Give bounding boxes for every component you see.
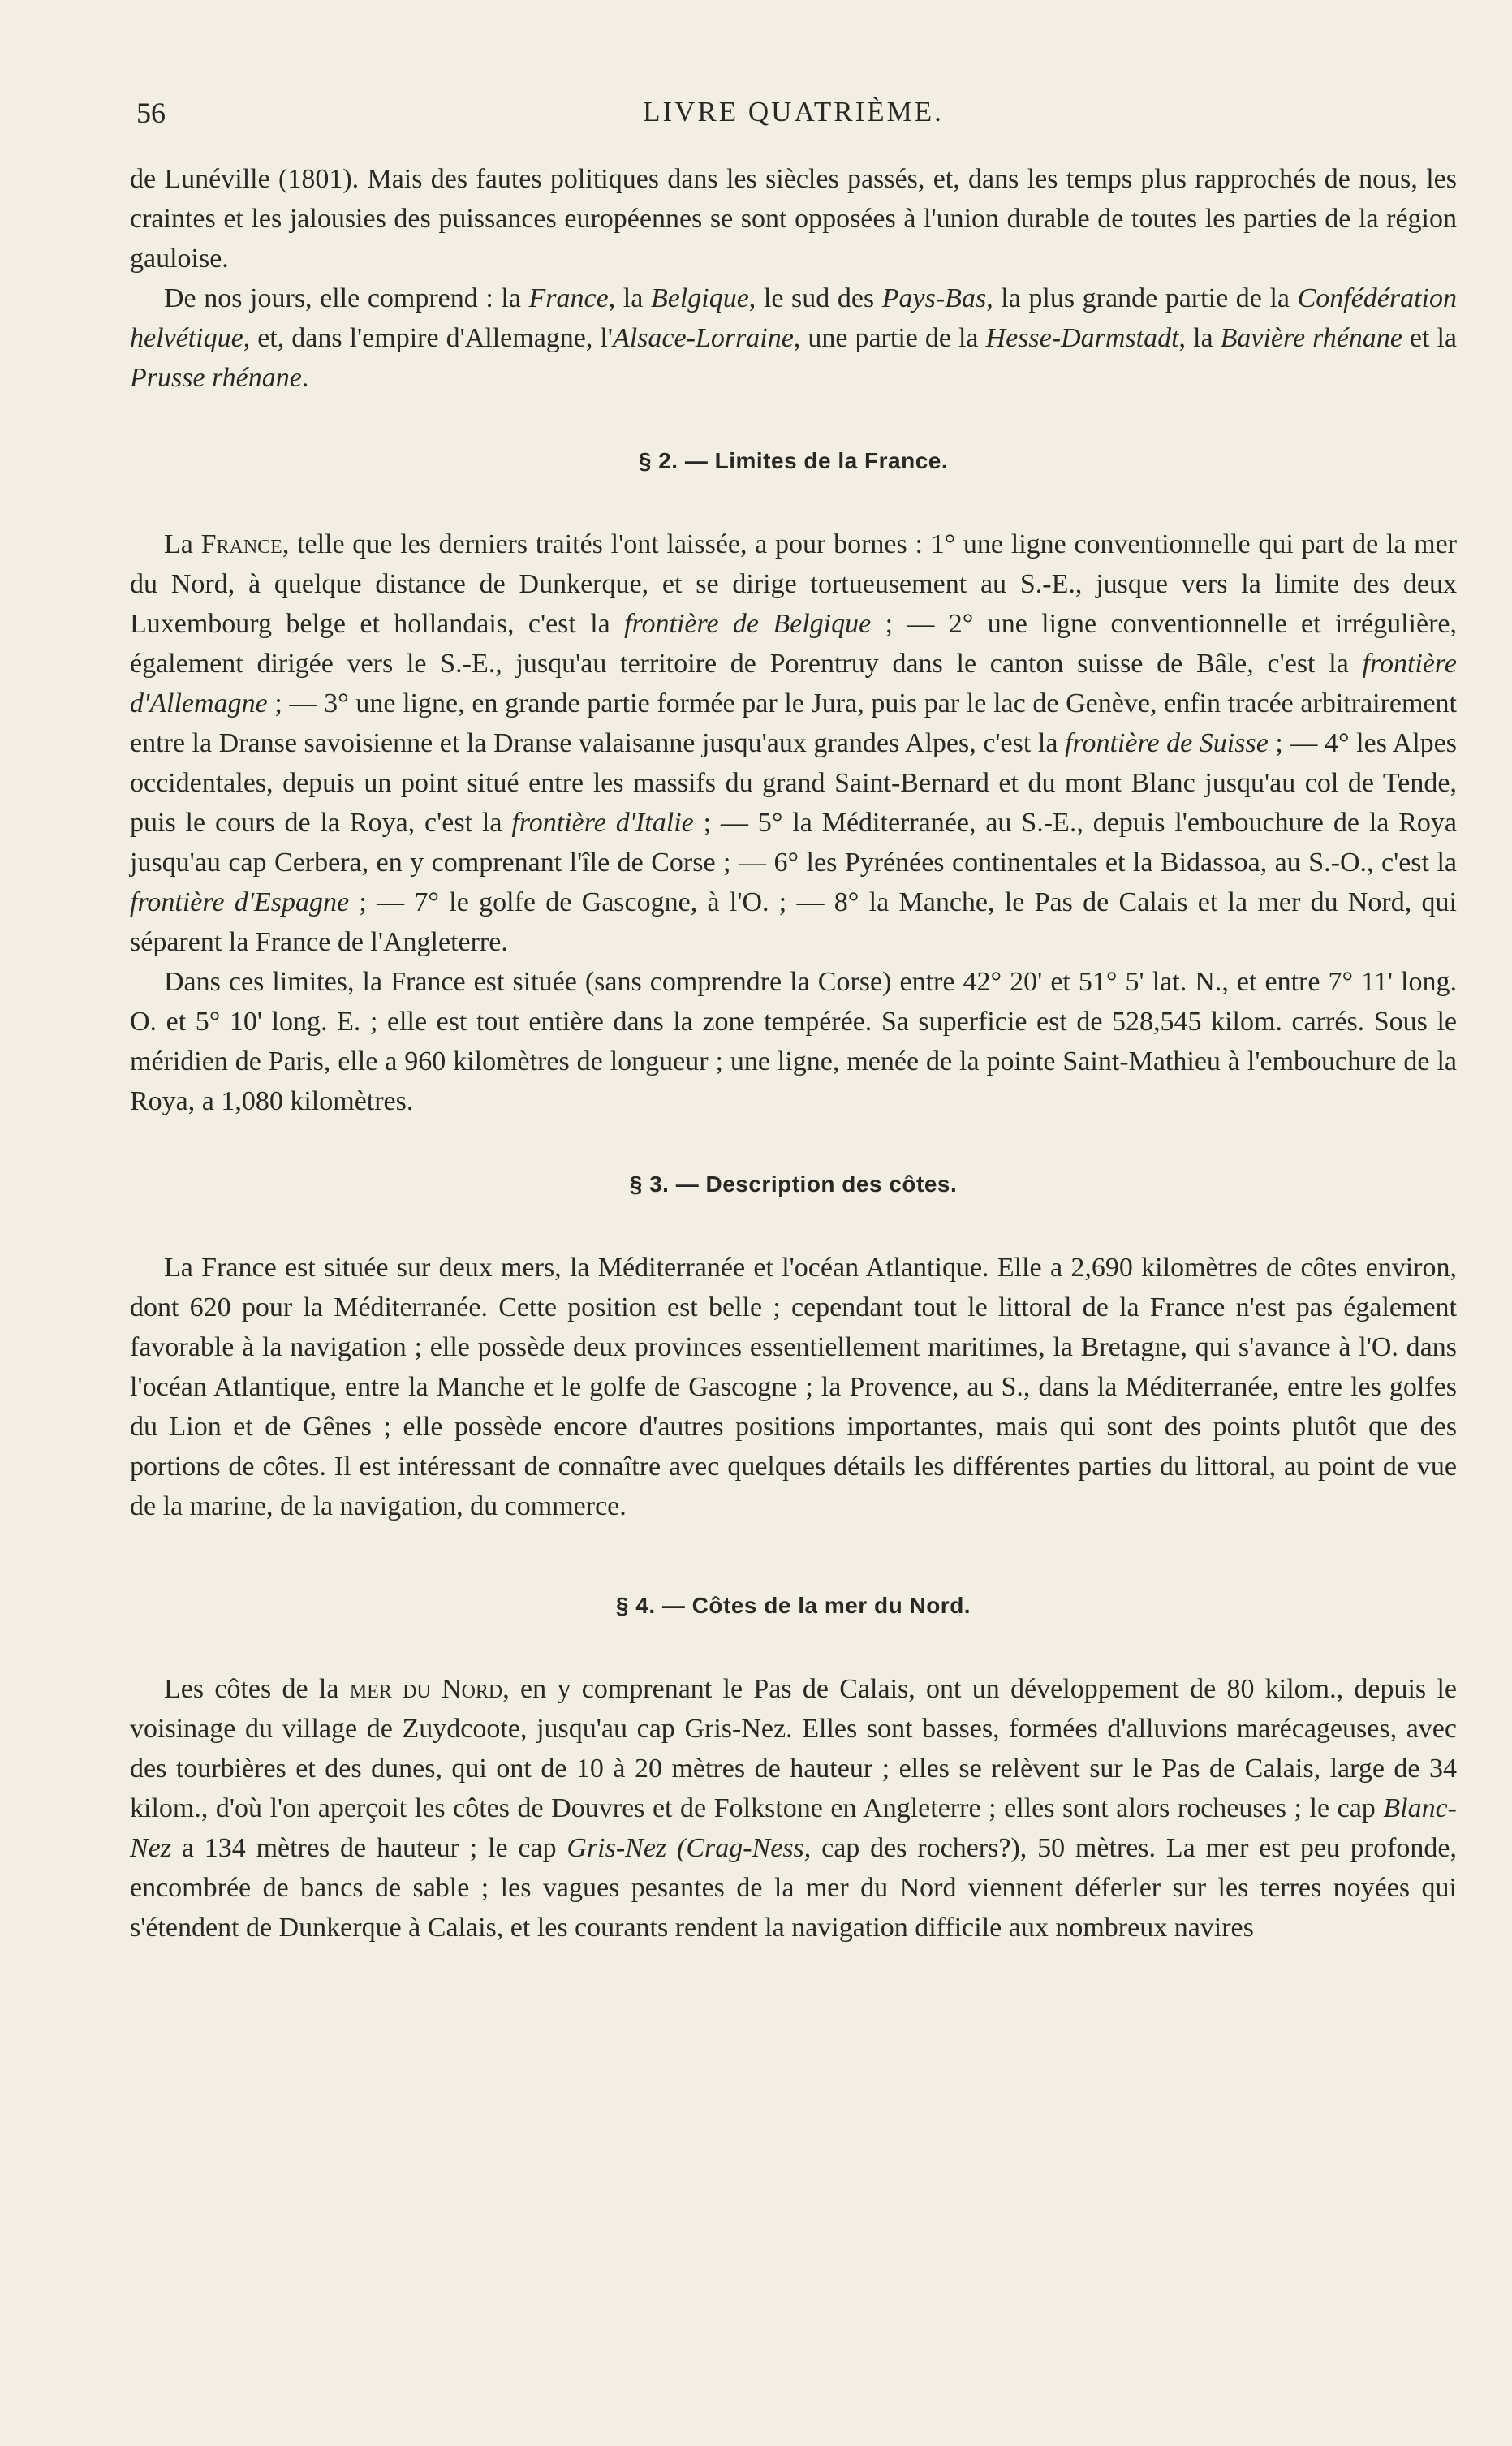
section-heading-limites: § 2. — Limites de la France. [638,448,949,473]
running-head [130,96,1457,136]
intro-paragraph-1: de Lunéville (1801). Mais des fautes politiques dans les siècles passés, et, dans les temps plus rapprochés de nous, les craintes et les jalousies des puissances européennes se sont opposées à l'union durable de toutes les parties de la région gauloise. [130,164,1457,274]
book-title: LIVRE QUATRIÈME. [643,96,944,127]
page-number: 56 [136,97,166,129]
cotes-paragraph-1: La France est située sur deux mers, la Méditerranée et l'océan Atlantique. Elle a 2,690 kilomètres de côtes environ, dont 620 pour la Méditerranée. Cette position est belle ; cependant tout le littoral de la France n'est pas également favorable à la navigation ; elle possède deux provinces essentiellement maritimes, la Bretagne, qui s'avance à l'O. dans l'océan Atlantique, entre la Manche et le golfe de Gascogne ; la Provence, au S., dans la Méditerranée, entre les golfes du Lion et de Gênes ; elle possède encore d'autres positions importantes, mais qui sont des points plutôt que des portions de côtes. Il est intéressant de connaître avec quelques détails les différentes parties du littoral, au point de vue de la marine, de la navigation, du commerce. [130,1253,1457,1521]
intro-paragraph-2: De nos jours, elle comprend : la France, la Belgique, le sud des Pays-Bas, la plus grande partie de la Confédération helvétique, et, dans l'empire d'Allemagne, l'Alsace-Lorraine, une partie de la Hesse-Darmstadt, la Bavière rhénane et la Prusse rhénane. [130,283,1458,393]
limites-paragraph-2: Dans ces limites, la France est située (sans comprendre la Corse) entre 42° 20' et 51° 5' lat. N., et entre 7° 11' long. O. et 5° 10' long. E. ; elle est tout entière dans la zone tempérée. Sa superficie est de 528,545 kilom. carrés. Sous le méridien de Paris, elle a 960 kilomètres de longueur ; une ligne, menée de la pointe Saint-Mathieu à l'embouchure de la Roya, a 1,080 kilomètres. [130,967,1457,1116]
mer-du-nord-paragraph-1: Les côtes de la mer du Nord, en y comprenant le Pas de Calais, ont un développement de 80 kilom., depuis le voisinage du village de Zuydcoote, jusqu'au cap Gris-Nez. Elles sont basses, formées d'alluvions marécageuses, avec des tourbières et des dunes, qui ont de 10 à 20 mètres de hauteur ; elles se relèvent sur le Pas de Calais, large de 34 kilom., d'où l'on aperçoit les côtes de Douvres et de Folkstone en Angleterre ; elles sont alors rocheuses ; le cap Blanc-Nez a 134 mètres de hauteur ; le cap Gris-Nez (Crag-Ness, cap des rochers?), 50 mètres. La mer est peu profonde, encombrée de bancs de sable ; les vagues pesantes de la mer du Nord viennent déferler sur les terres noyées qui s'étendent de Dunkerque à Calais, et les courants rendent la navigation difficile aux nombreux navires [130,1674,1458,1943]
section-heading-mer-du-nord: § 4. — Côtes de la mer du Nord. [615,1593,971,1618]
page-body [130,159,1457,1948]
limites-paragraph-1: La France, telle que les derniers traités l'ont laissée, a pour bornes : 1° une ligne conventionnelle qui part de la mer du Nord, à quelque distance de Dunkerque, et se dirige tortueusement au S.-E., jusque vers la limite des deux Luxembourg belge et hollandais, c'est la frontière de Belgique ; — 2° une ligne conventionnelle et irrégulière, également dirigée vers le S.-E., jusqu'au territoire de Porentruy dans le canton suisse de Bâle, c'est la frontière d'Allemagne ; — 3° une ligne, en grande partie formée par le Jura, puis par le lac de Genève, enfin tracée arbitrairement entre la Dranse savoisienne et la Dranse valaisanne jusqu'aux grandes Alpes, c'est la frontière de Suisse ; — 4° les Alpes occidentales, depuis un point situé entre les massifs du grand Saint-Bernard et du mont Blanc jusqu'au col de Tende, puis le cours de la Roya, c'est la frontière d'Italie ; — 5° la Méditerranée, au S.-E., depuis l'embouchure de la Roya jusqu'au cap Cerbera, en y comprenant l'île de Corse ; — 6° les Pyrénées continentales et la Bidassoa, au S.-O., c'est la frontière d'Espagne ; — 7° le golfe de Gascogne, à l'O. ; — 8° la Manche, le Pas de Calais et la mer du Nord, qui séparent la France de l'Angleterre. [130,529,1458,957]
section-heading-cotes: § 3. — Description des côtes. [629,1171,958,1197]
